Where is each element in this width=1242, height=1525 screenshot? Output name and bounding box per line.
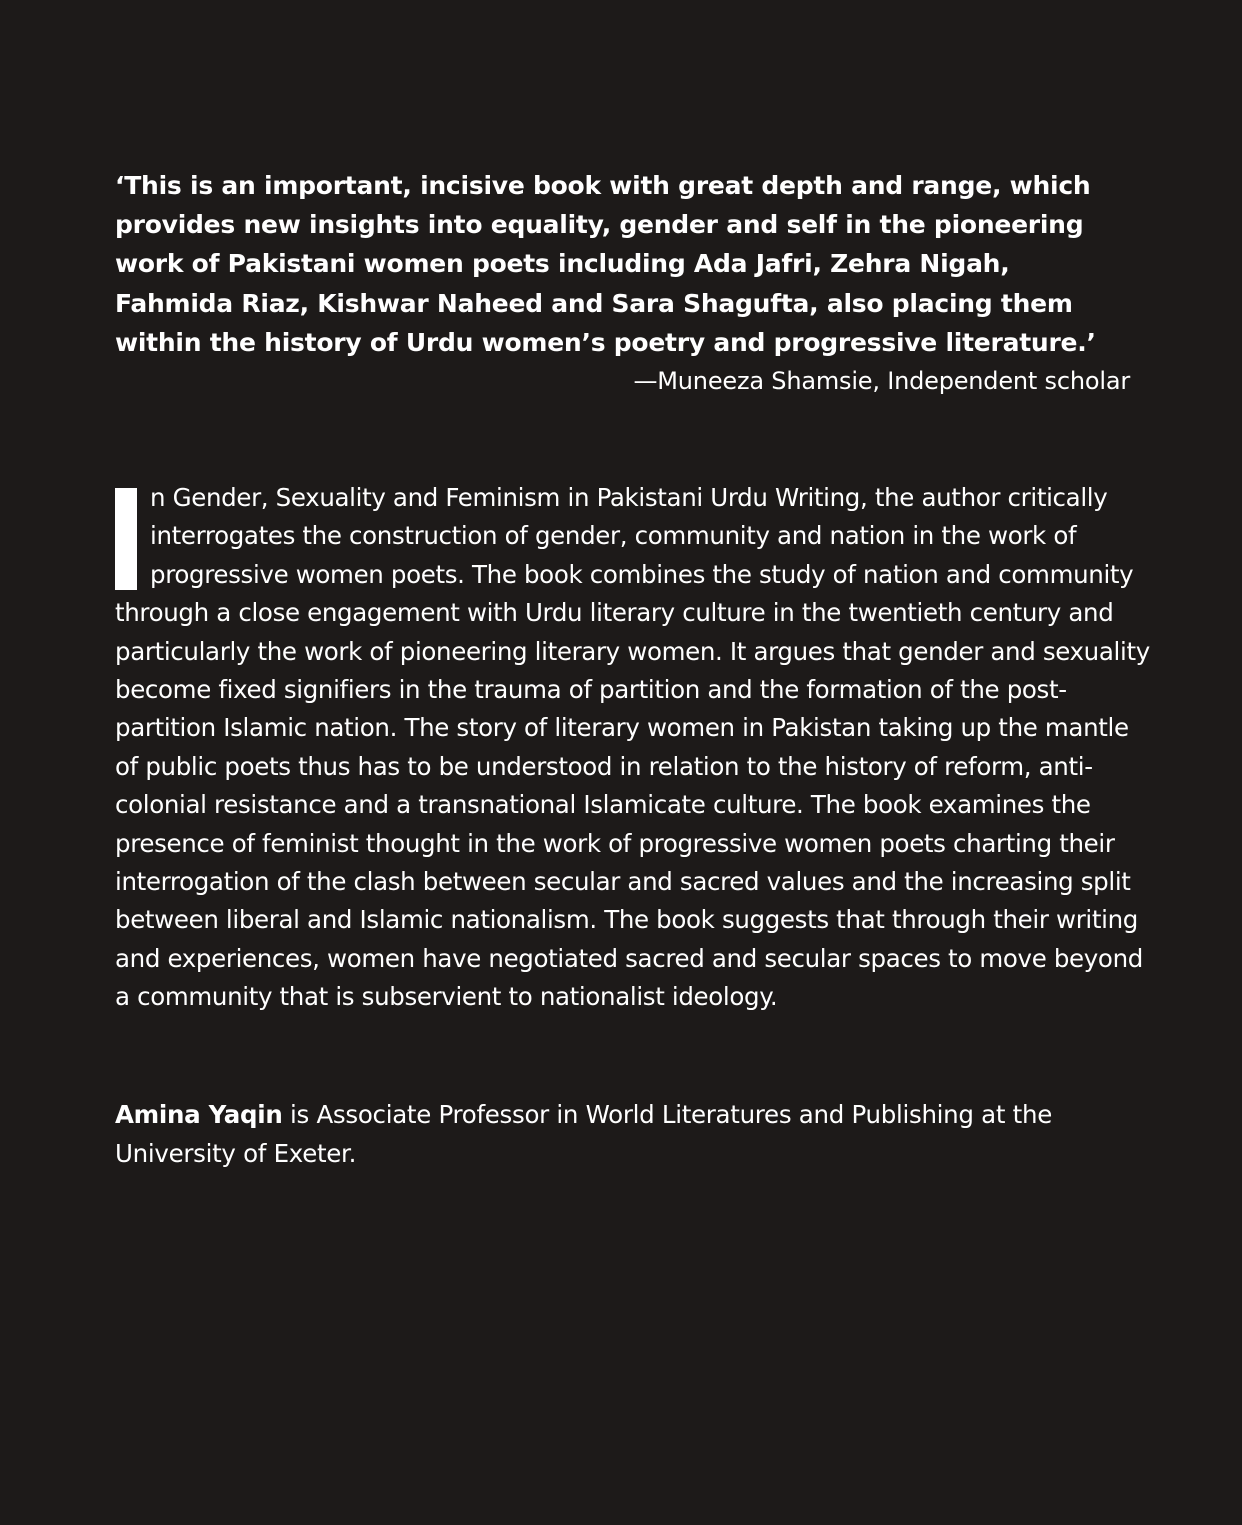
endorsement-blurb — [115, 166, 1130, 401]
about-author — [115, 1095, 1125, 1173]
description-text: n Gender, Sexuality and Feminism in Pakistani Urdu Writing, the author critically interrogates the construction of gender, community and nation in the work of progressive women poets. The book combines the study of nation and community through a close engagement with Urdu literary culture in the twentieth century and particularly the work of pioneering literary women. It argues that gender and sexuality become fixed signifiers in the trauma of partition and the formation of the post-partition Islamic nation. The story of literary women in Pakistan taking up the mantle of public poets thus has to be understood in relation to the history of reform, anti-colonial resistance and a transnational Islamicate culture. The book examines the presence of feminist thought in the work of progressive women poets charting their interrogation of the clash between secular and sacred values and the increasing split between liberal and Islamic nationalism. The book suggests that through their writing and experiences, women have negotiated sacred and secular spaces to move beyond a community that is subservient to nationalist ideology. — [115, 483, 1150, 1012]
description-paragraph — [115, 479, 1155, 1017]
author-name: Amina Yaqin — [115, 1100, 283, 1129]
endorsement-attribution: —Muneeza Shamsie, Independent scholar — [633, 367, 1130, 396]
book-description — [115, 479, 1155, 1017]
drop-cap-letter — [115, 488, 137, 590]
endorsement-quote: ‘This is an important, incisive book with great depth and range, which provides new insights into equality, gender and self in the pioneering work of Pakistani women poets including Ada Jafri, Zehra Nigah, Fahmida Riaz, Kishwar Naheed and Sara Shagufta, also placing them within the history of Urdu women’s poetry and progressive literature.’ — [115, 171, 1096, 357]
author-bio: is Associate Professor in World Literatures and Publishing at the University of Exeter. — [115, 1100, 1052, 1168]
author-bio-paragraph — [115, 1095, 1125, 1173]
